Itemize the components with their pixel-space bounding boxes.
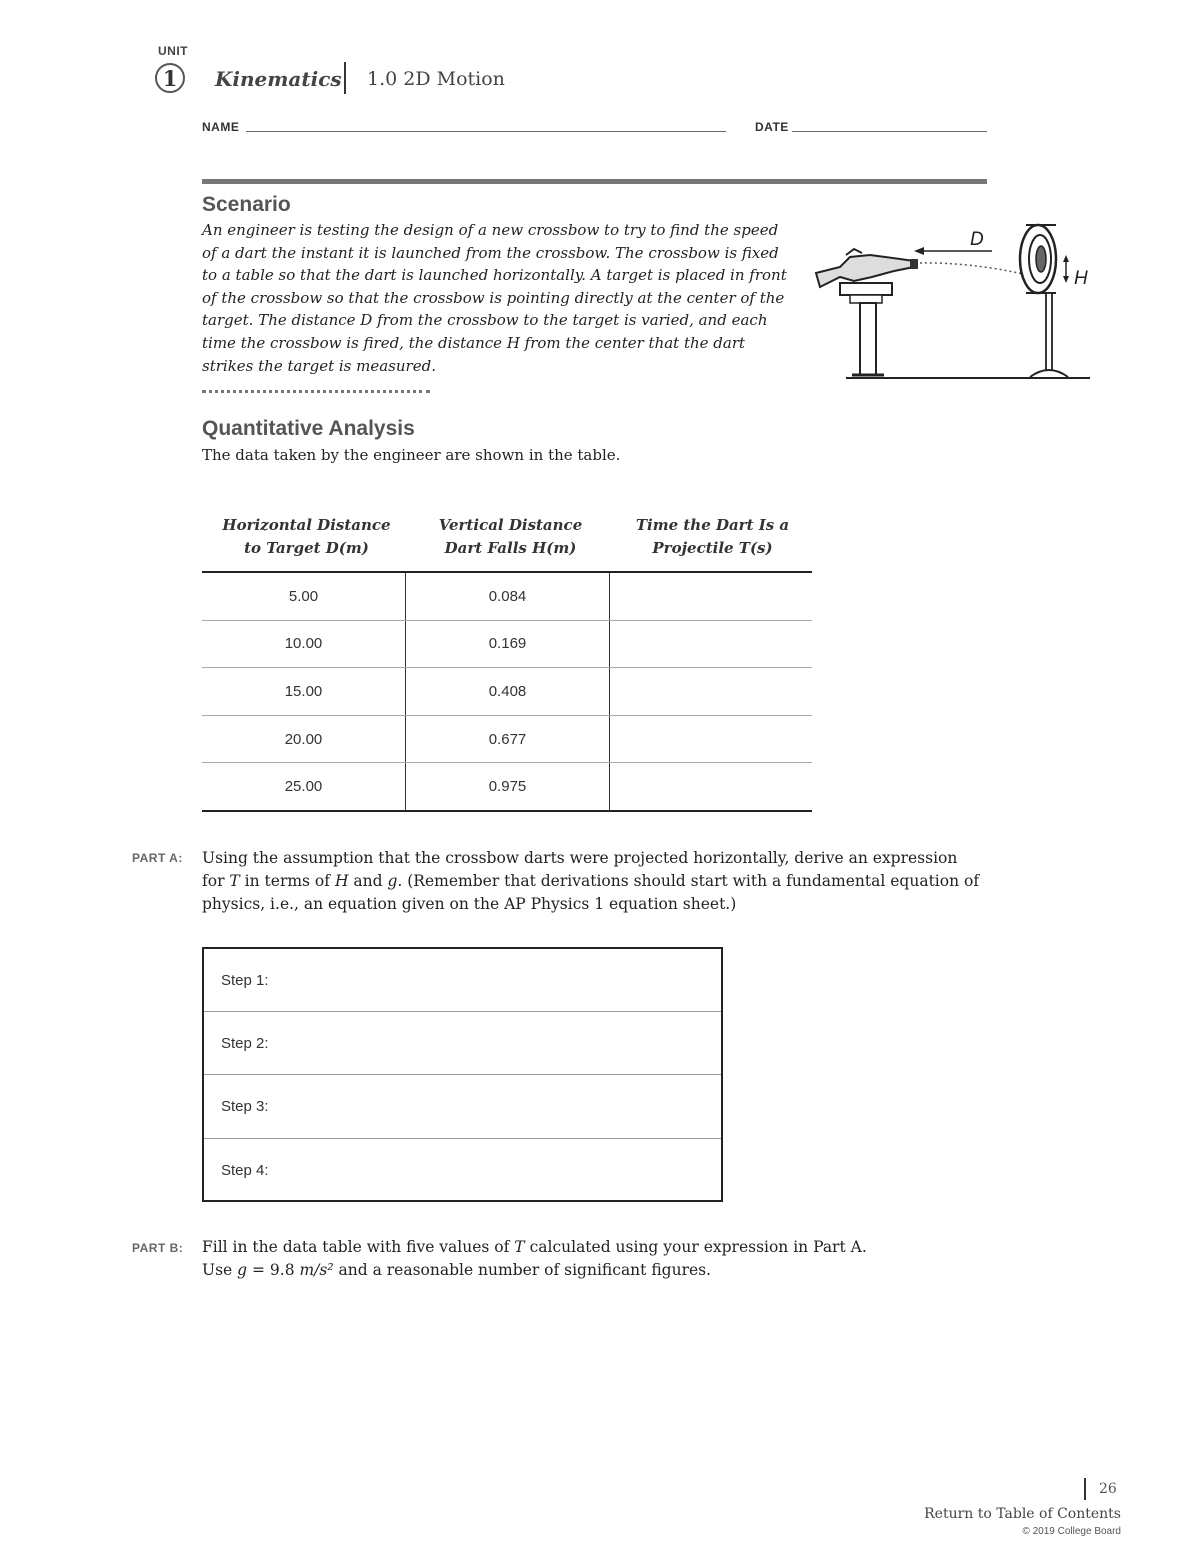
table-cell: 0.975 xyxy=(406,763,610,811)
table-cell: 10.00 xyxy=(202,620,406,668)
col-header-fall: Vertical Distance Dart Falls H(m) xyxy=(438,516,583,557)
return-to-toc-link[interactable]: Return to Table of Contents xyxy=(924,1506,1121,1522)
part-b-label: PART B: xyxy=(132,1241,184,1255)
distance-d-label: D xyxy=(970,229,984,250)
table-cell: 0.084 xyxy=(406,572,610,620)
date-field[interactable] xyxy=(792,131,987,132)
crossbow-figure xyxy=(810,215,1095,385)
part-a-text: Using the assumption that the crossbow darts were projected horizontally, derive an expression for T in terms of H and g. (Remember that derivations should start with a fundamental equation of physics, i.e., an equation given on the AP Physics 1 equation sheet.) xyxy=(202,849,980,913)
dotted-divider xyxy=(202,390,430,393)
table-cell: 25.00 xyxy=(202,763,406,811)
table-cell: 0.677 xyxy=(406,715,610,763)
scenario-text: An engineer is testing the design of a new crossbow to try to find the speed of a dart the instant it is launched from the crossbow. The crossbow is fixed to a table so that the dart is launched horizontally. A target is placed in front of the crossbow so that the crossbow is pointing directly at the center of the target. The distance D from the crossbow to the target is varied, and each time the crossbow is fired, the distance H from the center that the dart strikes the target is measured. xyxy=(202,221,787,375)
table-row xyxy=(202,572,812,620)
time-input-cell[interactable] xyxy=(610,715,813,763)
step-2-row[interactable]: Step 2: xyxy=(204,1012,721,1075)
table-cell: 0.169 xyxy=(406,620,610,668)
analysis-heading: Quantitative Analysis xyxy=(202,417,415,440)
table-row xyxy=(202,668,812,716)
table-cell: 0.408 xyxy=(406,668,610,716)
unit-number-badge: 1 xyxy=(155,63,185,93)
time-input-cell[interactable] xyxy=(610,668,813,716)
unit-title: Kinematics xyxy=(215,67,342,91)
time-input-cell[interactable] xyxy=(610,763,813,811)
name-field[interactable] xyxy=(246,131,726,132)
time-input-cell[interactable] xyxy=(610,620,813,668)
table-row xyxy=(202,763,812,811)
table-cell: 15.00 xyxy=(202,668,406,716)
name-label: NAME xyxy=(202,120,240,134)
copyright-text: © 2019 College Board xyxy=(1022,1526,1121,1537)
unit-label: UNIT xyxy=(158,44,188,58)
col-header-time: Time the Dart Is a Projectile T(s) xyxy=(635,516,790,557)
step-3-row[interactable]: Step 3: xyxy=(204,1075,721,1138)
steps-box xyxy=(202,947,723,1202)
part-b-text: Fill in the data table with five values of T calculated using your expression in Part A. Use g = 9.8 m/s² and a reasonable number of significant figures. xyxy=(202,1238,867,1279)
col-header-distance: Horizontal Distance to Target D(m) xyxy=(222,516,391,557)
header-divider xyxy=(344,62,346,94)
height-h-label: H xyxy=(1074,268,1088,289)
data-table xyxy=(202,571,812,812)
table-cell: 20.00 xyxy=(202,715,406,763)
table-row xyxy=(202,715,812,763)
date-label: DATE xyxy=(755,120,789,134)
section-rule xyxy=(202,179,987,184)
page-number: 26 xyxy=(1099,1481,1117,1497)
topic-title: 1.0 2D Motion xyxy=(367,68,505,90)
step-1-row[interactable]: Step 1: xyxy=(204,949,721,1012)
step-4-row[interactable]: Step 4: xyxy=(221,1161,269,1179)
time-input-cell[interactable] xyxy=(610,572,813,620)
analysis-intro: The data taken by the engineer are shown in the table. xyxy=(202,446,621,464)
table-cell: 5.00 xyxy=(202,572,406,620)
part-a-label: PART A: xyxy=(132,851,183,865)
table-row xyxy=(202,620,812,668)
footer-divider xyxy=(1084,1478,1086,1500)
scenario-heading: Scenario xyxy=(202,193,291,216)
